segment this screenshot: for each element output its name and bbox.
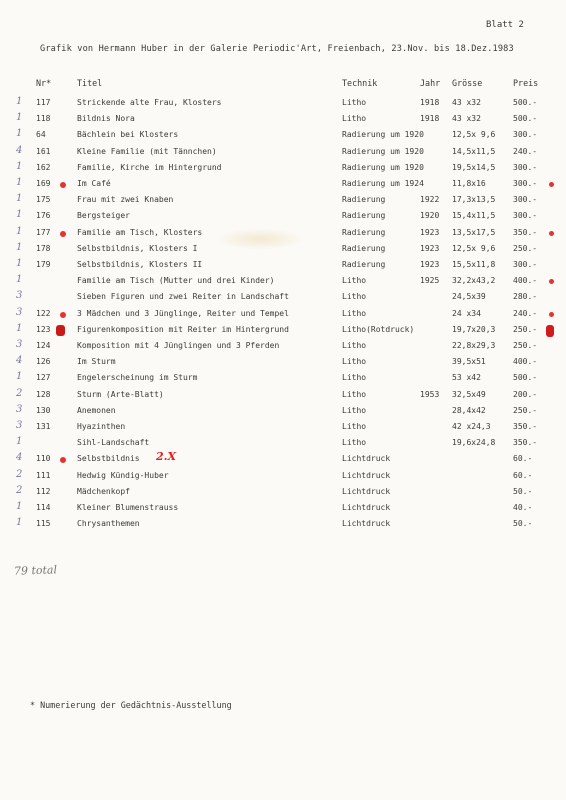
row-size: 19,7x20,3 (452, 324, 496, 334)
table-row (0, 113, 566, 129)
row-title: Im Sturm (77, 357, 116, 367)
sheet-label: Blatt 2 (486, 20, 524, 30)
row-technique: Lichtdruck (342, 470, 391, 480)
row-price: 200.- (513, 389, 538, 399)
row-size: 53 x42 (452, 373, 481, 383)
row-size: 24 x34 (452, 308, 481, 318)
row-technique: Litho (342, 114, 367, 124)
table-row (0, 129, 566, 145)
row-technique: Radierung um 1920 (342, 162, 424, 172)
row-pencil-mark: 3 (16, 420, 23, 431)
row-price: 280.- (513, 292, 538, 302)
table-row (0, 421, 566, 437)
row-size: 14,5x11,5 (452, 146, 496, 156)
row-number: 177 (36, 227, 51, 237)
row-technique: Lichtdruck (342, 519, 391, 529)
red-dot-marker-right (549, 231, 554, 236)
row-size: 19,6x24,8 (452, 438, 496, 448)
row-year: 1918 (420, 98, 440, 107)
table-row (0, 518, 566, 534)
row-number: 124 (36, 341, 51, 350)
row-pencil-mark: 1 (16, 209, 23, 221)
red-dot-marker (60, 457, 66, 463)
row-pencil-mark: 4 (16, 355, 23, 367)
table-row (0, 308, 566, 324)
col-header-year: Jahr (420, 78, 441, 88)
row-number: 178 (36, 243, 51, 253)
row-pencil-mark: 1 (16, 177, 23, 188)
row-pencil-mark: 3 (16, 290, 23, 302)
row-size: 12,5x 9,6 (452, 243, 496, 253)
row-price: 50.- (513, 519, 533, 529)
row-technique: Litho (342, 276, 367, 286)
col-header-technique: Technik (342, 78, 378, 88)
row-year: 1922 (420, 195, 440, 205)
row-title: Bildnis Nora (77, 114, 135, 124)
row-pencil-mark: 1 (16, 225, 23, 237)
row-year: 1925 (420, 276, 440, 286)
table-row (0, 259, 566, 275)
row-technique: Radierung (342, 211, 386, 221)
row-price: 300.- (513, 179, 538, 188)
row-number: 111 (36, 470, 51, 480)
row-title: Mädchenkopf (77, 486, 130, 496)
row-pencil-mark: 1 (16, 274, 23, 286)
table-row (0, 437, 566, 453)
row-price: 240.- (513, 146, 538, 156)
row-number: 126 (36, 357, 51, 367)
row-pencil-mark: 3 (16, 403, 23, 415)
row-title: Familie am Tisch (Mutter und drei Kinder) (77, 276, 275, 286)
row-technique: Lichtdruck (342, 454, 391, 464)
row-size: 42 x24,3 (452, 422, 491, 431)
row-title: Selbstbildnis (77, 454, 140, 464)
table-row (0, 97, 566, 113)
row-title: Familie am Tisch, Klosters (77, 227, 203, 237)
row-technique: Litho (342, 357, 367, 367)
row-price: 60.- (513, 470, 533, 480)
row-year: 1923 (420, 260, 440, 269)
row-title: Chrysanthemen (77, 519, 140, 529)
row-number: 179 (36, 260, 51, 269)
row-year: 1920 (420, 211, 440, 221)
row-number: 175 (36, 195, 51, 205)
red-dot-marker-right (549, 312, 554, 317)
table-row (0, 502, 566, 518)
row-pencil-mark: 4 (16, 452, 23, 464)
row-price: 300.- (513, 195, 538, 205)
row-size: 43 x32 (452, 98, 481, 107)
red-dot-marker (60, 182, 66, 188)
row-pencil-mark: 1 (16, 193, 23, 205)
col-header-title: Titel (77, 78, 103, 88)
row-price: 250.- (513, 405, 538, 415)
footnote: * Numerierung der Gedächtnis-Ausstellung (30, 700, 232, 710)
row-title: Komposition mit 4 Jünglingen und 3 Pferden (77, 341, 280, 350)
row-title: Figurenkomposition mit Reiter im Hintergrund (77, 324, 289, 334)
row-technique: Radierung um 1920 (342, 146, 424, 156)
row-pencil-mark: 1 (16, 128, 23, 140)
row-year: 1918 (420, 114, 440, 124)
row-number: 169 (36, 179, 51, 188)
row-title: Anemonen (77, 405, 116, 415)
col-header-price: Preis (513, 78, 539, 88)
row-pencil-mark: 1 (16, 322, 23, 334)
row-price: 300.- (513, 260, 538, 269)
red-dot-marker (60, 231, 66, 237)
table-row (0, 227, 566, 243)
row-pencil-mark: 3 (16, 306, 23, 318)
row-technique: Litho (342, 98, 367, 107)
row-price: 350.- (513, 227, 538, 237)
row-number: 64 (36, 130, 46, 140)
table-row (0, 372, 566, 388)
row-price: 350.- (513, 438, 538, 448)
row-size: 15,5x11,8 (452, 260, 496, 269)
row-number: 130 (36, 405, 51, 415)
row-pencil-mark: 1 (16, 112, 23, 124)
row-price: 300.- (513, 211, 538, 221)
row-number: 176 (36, 211, 51, 221)
row-pencil-mark: 1 (16, 258, 23, 269)
table-row (0, 470, 566, 486)
row-pencil-mark: 1 (16, 371, 23, 383)
row-price: 350.- (513, 422, 538, 431)
row-technique: Litho (342, 389, 367, 399)
row-technique: Radierung (342, 227, 386, 237)
row-pencil-mark: 1 (16, 241, 23, 253)
row-pencil-mark: 2 (16, 484, 23, 496)
row-size: 19,5x14,5 (452, 162, 496, 172)
row-title: Familie, Kirche im Hintergrund (77, 162, 222, 172)
row-pencil-mark: 4 (16, 144, 23, 156)
table-row (0, 450, 566, 469)
row-size: 32,5x49 (452, 389, 486, 399)
row-price: 500.- (513, 98, 538, 107)
red-dot-marker-right (549, 182, 554, 187)
row-title: Kleiner Blumenstrauss (77, 503, 179, 512)
row-title: Sieben Figuren und zwei Reiter in Landschaft (77, 292, 289, 302)
row-technique: Radierung um 1924 (342, 179, 424, 188)
row-number: 122 (36, 308, 51, 318)
row-technique: Radierung um 1920 (342, 130, 424, 140)
row-year: 1953 (420, 389, 440, 399)
row-technique: Litho (342, 422, 367, 431)
row-pencil-mark: 1 (16, 96, 23, 107)
red-dot-marker-right (546, 325, 554, 337)
row-price: 400.- (513, 357, 538, 367)
table-row (0, 356, 566, 372)
row-technique: Litho(Rotdruck) (342, 324, 415, 334)
row-pencil-mark: 1 (16, 501, 23, 512)
row-title: Engelerscheinung im Sturm (77, 373, 198, 383)
row-technique: Litho (342, 292, 367, 302)
row-technique: Lichtdruck (342, 503, 391, 512)
table-row (0, 210, 566, 226)
row-size: 15,4x11,5 (452, 211, 496, 221)
row-pencil-mark: 2 (16, 468, 23, 480)
row-technique: Radierung (342, 260, 386, 269)
row-title: Sturm (Arte-Blatt) (77, 389, 164, 399)
red-dot-marker (56, 325, 65, 336)
table-row (0, 275, 566, 291)
row-number: 110 (36, 454, 51, 464)
row-title: Frau mit zwei Knaben (77, 195, 174, 205)
row-technique: Litho (342, 341, 367, 350)
row-technique: Litho (342, 405, 367, 415)
row-size: 24,5x39 (452, 292, 486, 302)
row-size: 12,5x 9,6 (452, 130, 496, 140)
table-row (0, 243, 566, 259)
row-title: Hyazinthen (77, 422, 126, 431)
row-number: 118 (36, 114, 51, 124)
table-row (0, 291, 566, 307)
row-pencil-mark: 1 (16, 436, 23, 448)
row-year: 1923 (420, 227, 440, 237)
row-size: 17,3x13,5 (452, 195, 496, 205)
row-number: 127 (36, 373, 51, 383)
table-row (0, 324, 566, 340)
handwritten-total: 79 total (13, 563, 58, 578)
row-number: 128 (36, 389, 51, 399)
row-price: 250.- (513, 243, 538, 253)
row-number: 123 (36, 324, 51, 334)
row-price: 40.- (513, 503, 533, 512)
table-row (0, 340, 566, 356)
row-title: Hedwig Kündig-Huber (77, 470, 169, 480)
row-technique: Lichtdruck (342, 486, 391, 496)
red-handwritten-annotation: 2.X (156, 450, 177, 464)
row-title: Im Café (77, 179, 111, 188)
row-number: 161 (36, 146, 51, 156)
row-pencil-mark: 2 (16, 387, 23, 399)
row-size: 32,2x43,2 (452, 276, 496, 286)
row-number: 112 (36, 486, 51, 496)
row-title: Bächlein bei Klosters (77, 130, 179, 140)
row-price: 250.- (513, 341, 538, 350)
row-price: 500.- (513, 114, 538, 124)
row-title: Sihl-Landschaft (77, 438, 150, 448)
row-technique: Radierung (342, 195, 386, 205)
col-header-size: Grösse (452, 78, 483, 88)
row-pencil-mark: 1 (16, 517, 23, 529)
row-size: 22,8x29,3 (452, 341, 496, 350)
row-title: 3 Mädchen und 3 Jünglinge, Reiter und Tempel (77, 308, 289, 318)
row-title: Strickende alte Frau, Klosters (77, 98, 222, 107)
row-technique: Radierung (342, 243, 386, 253)
row-number: 131 (36, 422, 51, 431)
document-heading: Grafik von Hermann Huber in der Galerie Periodic'Art, Freienbach, 23.Nov. bis 18.Dez.1983 (40, 44, 514, 54)
red-dot-marker (60, 312, 66, 318)
table-row (0, 178, 566, 194)
row-technique: Litho (342, 438, 367, 448)
row-year: 1923 (420, 243, 440, 253)
row-number: 117 (36, 98, 51, 107)
table-row (0, 389, 566, 405)
row-price: 400.- (513, 276, 538, 286)
row-size: 43 x32 (452, 114, 481, 124)
row-price: 50.- (513, 486, 533, 496)
row-price: 60.- (513, 454, 533, 464)
row-number: 162 (36, 162, 51, 172)
row-size: 28,4x42 (452, 405, 486, 415)
row-pencil-mark: 3 (16, 339, 23, 350)
table-row (0, 405, 566, 421)
row-price: 240.- (513, 308, 538, 318)
row-price: 300.- (513, 130, 538, 140)
row-size: 11,8x16 (452, 179, 486, 188)
table-row (0, 486, 566, 502)
row-number: 115 (36, 519, 51, 529)
red-dot-marker-right (549, 279, 554, 284)
col-header-nr: Nr* (36, 78, 52, 88)
row-title: Bergsteiger (77, 211, 130, 221)
row-size: 13,5x17,5 (452, 227, 496, 237)
row-price: 500.- (513, 373, 538, 383)
table-row (0, 194, 566, 210)
row-title: Selbstbildnis, Klosters II (77, 260, 203, 269)
row-price: 250.- (513, 324, 538, 334)
row-price: 300.- (513, 162, 538, 172)
row-size: 39,5x51 (452, 357, 486, 367)
table-row (0, 162, 566, 178)
row-number: 114 (36, 503, 51, 512)
row-technique: Litho (342, 308, 367, 318)
row-pencil-mark: 1 (16, 160, 23, 172)
row-title: Kleine Familie (mit Tännchen) (77, 146, 217, 156)
table-row (0, 146, 566, 162)
row-technique: Litho (342, 373, 367, 383)
row-title: Selbstbildnis, Klosters I (77, 243, 198, 253)
